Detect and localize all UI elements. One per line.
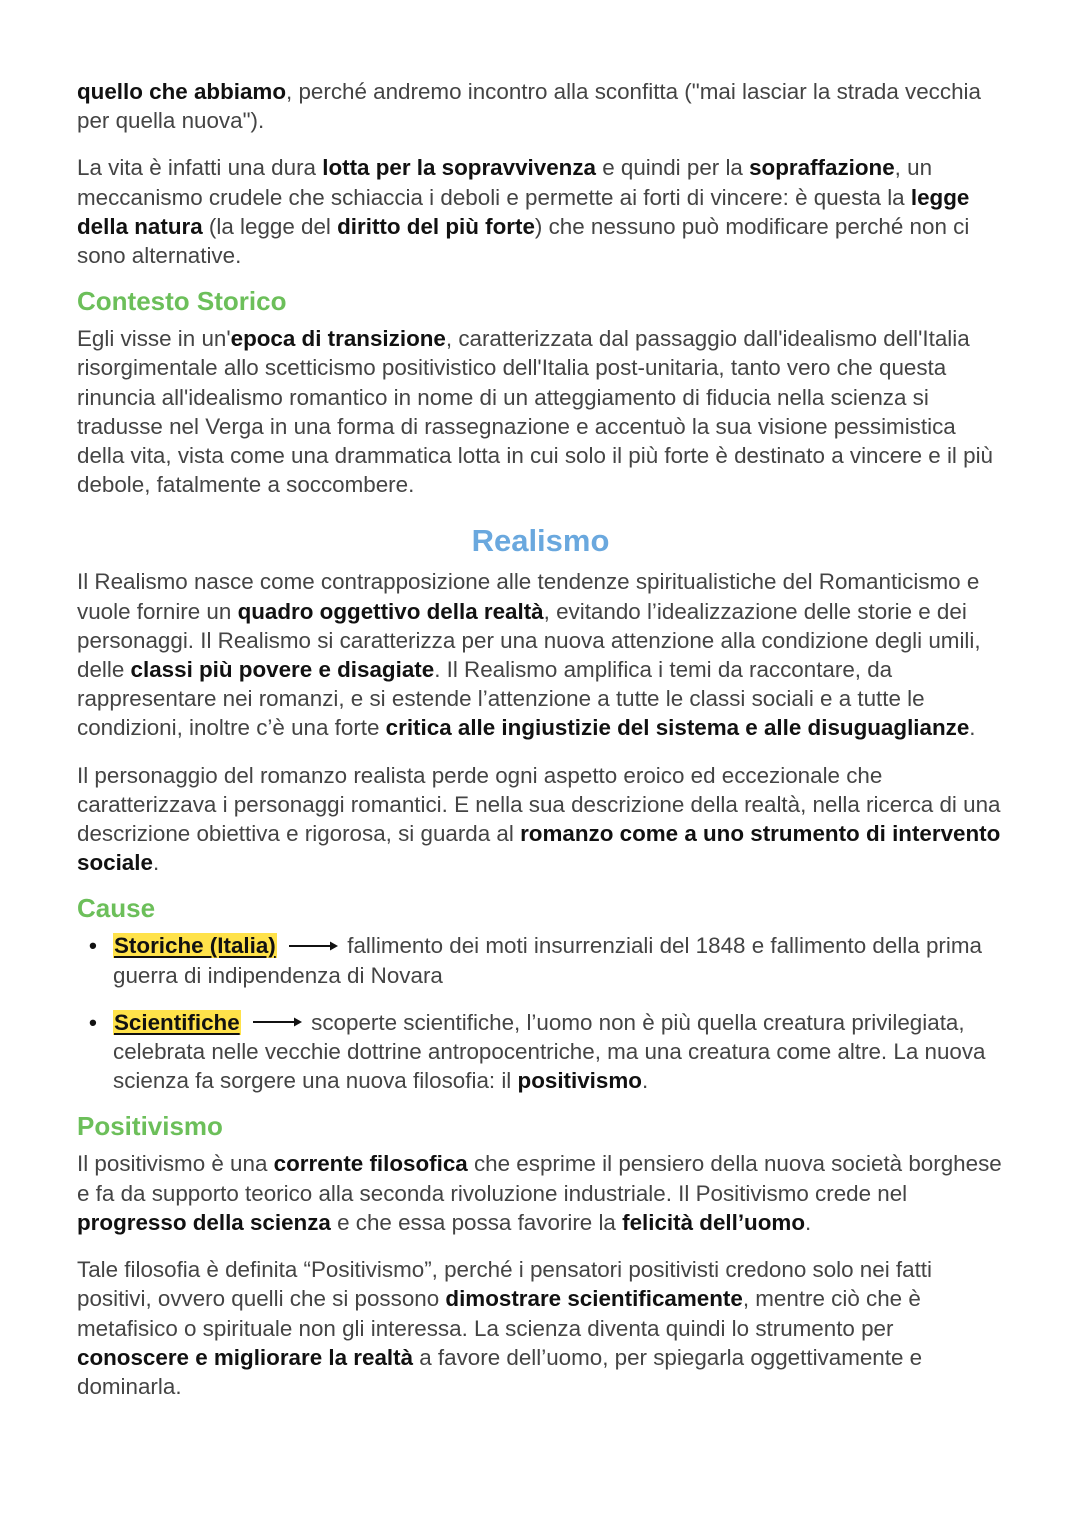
positivismo-paragraph-2: Tale filosofia è definita “Positivismo”, perché i pensatori positivisti credono solo nei fatti positivi, ovvero quelli che si possono dimostrare scientificamente, mentre ciò che è metafisico o spirituale non gli interessa. La scienza diventa quindi lo strumento per conoscere e migliorare la realtà a favore dell’uomo, per spiegarla oggettivamente e dominarla. bbox=[77, 1257, 932, 1399]
bullet-icon: • bbox=[89, 933, 97, 959]
intro-paragraph-2: La vita è infatti una dura lotta per la sopravvivenza e quindi per la sopraffazione, un meccanismo crudele che schiaccia i deboli e permette ai forti di vincere: è questa la legge della natura (la legge del diritto del più forte) che nessuno può modificare perché non ci sono alternative. bbox=[77, 155, 970, 269]
cause-list bbox=[77, 931, 1004, 1095]
realismo-paragraph-2: Il personaggio del romanzo realista perde ogni aspetto eroico ed eccezionale che caratterizzava i personaggi romantici. E nella sua descrizione della realtà, nella ricerca di una descrizione obiettiva e rigorosa, si guarda al romanzo come a uno strumento di intervento sociale. bbox=[77, 762, 1001, 876]
list-item-storiche: • Storiche (Italia) fallimento dei moti insurrenziali del 1848 e fallimento della prima guerra di indipendenza di Novara bbox=[89, 933, 982, 988]
arrow-right-icon bbox=[287, 940, 339, 952]
heading-positivismo: Positivismo bbox=[77, 1111, 223, 1142]
highlight-label: Scientifiche bbox=[114, 1009, 240, 1035]
heading-cause: Cause bbox=[77, 893, 156, 924]
realismo-paragraph-1: Il Realismo nasce come contrapposizione alle tendenze spiritualistiche del Romanticismo e vuole fornire un quadro oggettivo della realtà, evitando l’idealizzazione delle storie e dei personaggi. Il Realismo si caratterizza per una nuova attenzione alla condizione degli umili, delle classi più povere e disagiate. Il Realismo amplifica i temi da raccontare, da rappresentare nei romanzi, e si estende l’attenzione a tutte le classi sociali e a tutte le condizioni, inoltre c’è una forte critica alle ingiustizie del sistema e alle disuguaglianze. bbox=[77, 569, 981, 741]
highlight-label: Storiche (Italia) bbox=[114, 933, 276, 959]
bullet-icon: • bbox=[89, 1009, 97, 1035]
list-item-scientifiche: • Scientifiche scoperte scientifiche, l’uomo non è più quella creatura privilegiata, celebrata nelle vecchie dottrine antropocentriche, ma una creatura come altre. La nuova scienza fa sorgere una nuova filosofia: il positivismo. bbox=[89, 1009, 986, 1094]
heading-contesto-storico: Contesto Storico bbox=[77, 286, 287, 317]
positivismo-paragraph-1: Il positivismo è una corrente filosofica che esprime il pensiero della nuova società borghese e fa da supporto teorico alla seconda rivoluzione industriale. Il Positivismo crede nel progresso della scienza e che essa possa favorire la felicità dell’uomo. bbox=[77, 1151, 1002, 1235]
intro-paragraph-1: quello che abbiamo, perché andremo incontro alla sconfitta ("mai lasciar la strada vecchia per quella nuova"). bbox=[77, 79, 981, 134]
arrow-right-icon bbox=[251, 1016, 303, 1028]
title-realismo: Realismo bbox=[471, 523, 610, 559]
contesto-paragraph: Egli visse in un'epoca di transizione, caratterizzata dal passaggio dall'idealismo dell'Italia risorgimentale allo scetticismo positivistico dell'Italia post-unitaria, tanto vero che questa rinuncia all'idealismo romantico in nome di un atteggiamento di fiducia nella scienza si tradusse nel Verga in una forma di rassegnazione e accentuò la sua visione pessimistica della vita, vista come una drammatica lotta in cui solo il più forte è destinato a vincere e il più debole, fatalmente a soccombere. bbox=[77, 326, 993, 498]
